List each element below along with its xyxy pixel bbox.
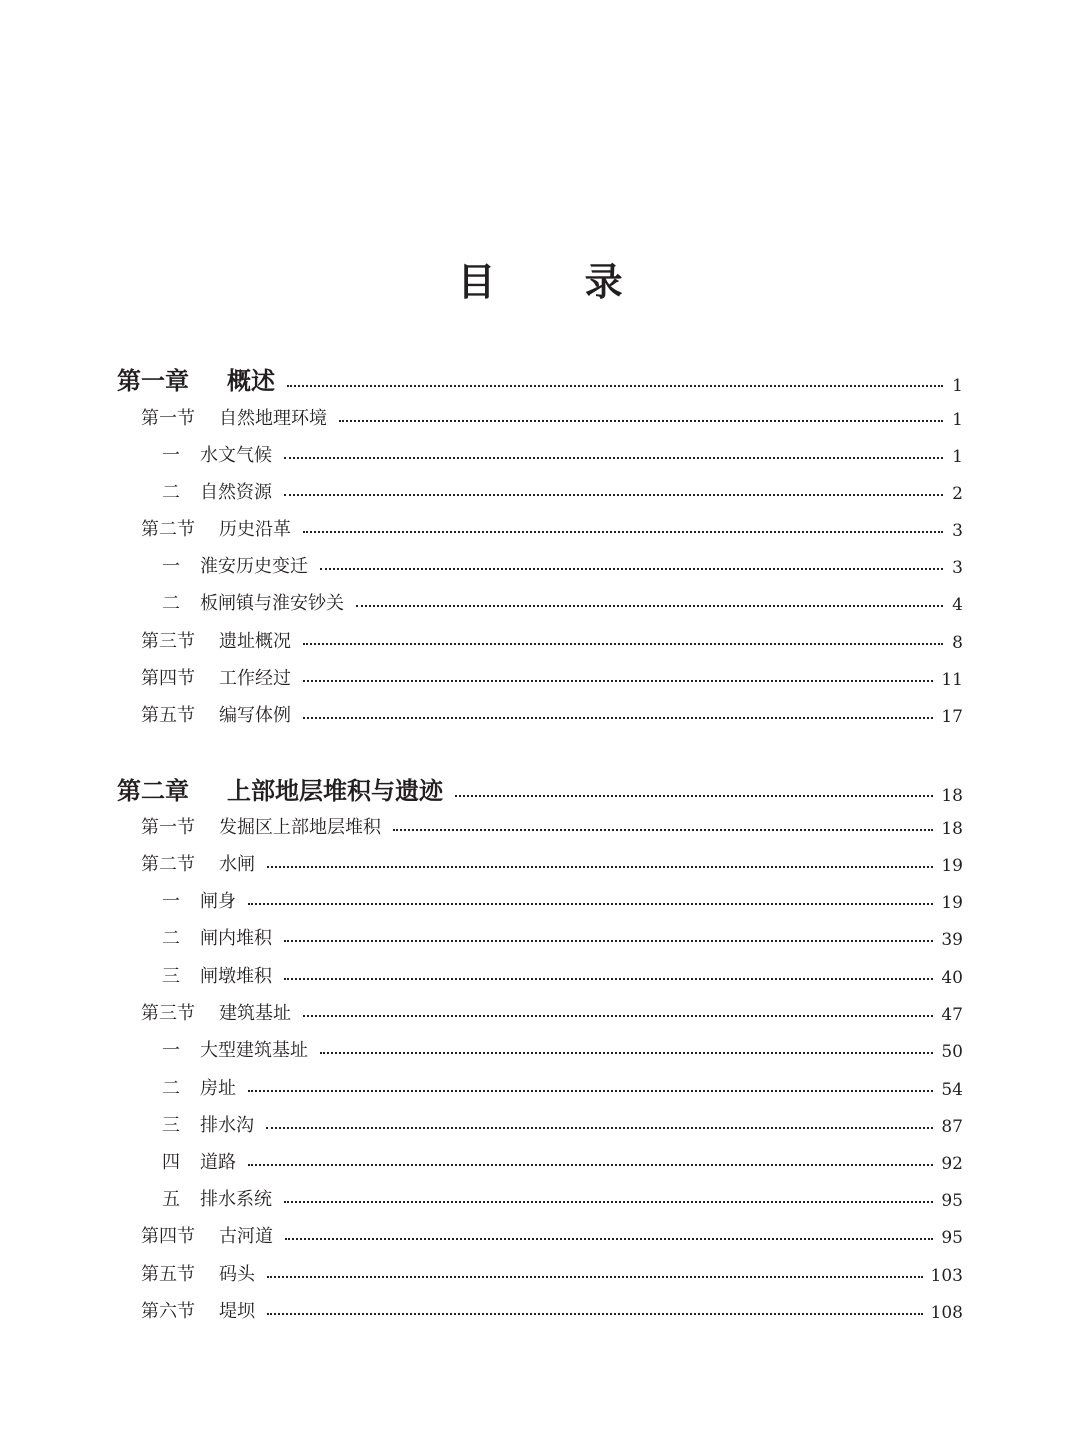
toc-entry-label: 第二节 (141, 854, 195, 875)
toc-subsection (162, 591, 963, 615)
dot-leader (284, 1201, 933, 1203)
dot-leader (303, 680, 933, 682)
toc-entry-title: 工作经过 (219, 668, 291, 689)
toc-entry-label: 第一节 (141, 408, 195, 429)
toc-page-number: 87 (941, 1117, 963, 1137)
toc-subsection (162, 889, 963, 913)
toc-page-number: 3 (952, 558, 963, 578)
toc-section (141, 815, 963, 839)
toc-section (141, 703, 963, 727)
dot-leader (393, 829, 933, 831)
toc-subsection (162, 926, 963, 950)
toc-page-number: 18 (941, 786, 963, 806)
dot-leader (248, 1164, 933, 1166)
dot-leader (284, 494, 943, 496)
toc-entry-title: 遗址概况 (219, 631, 291, 652)
toc-entry-label: 二 (162, 1078, 180, 1099)
toc-subsection (162, 1038, 963, 1062)
toc-entry-title: 排水沟 (200, 1115, 254, 1136)
toc-entry-title: 大型建筑基址 (200, 1040, 308, 1061)
page-title: 目 录 (457, 259, 661, 304)
dot-leader (320, 1052, 933, 1054)
toc-page-number: 4 (952, 595, 963, 615)
toc-entry-label: 三 (162, 1115, 180, 1136)
toc-page-number: 1 (952, 410, 963, 430)
toc-entry-title: 闸墩堆积 (200, 966, 272, 987)
toc-entry-title: 堤坝 (219, 1301, 255, 1322)
toc-entry-title: 闸身 (200, 891, 236, 912)
toc-entry-title: 闸内堆积 (200, 928, 272, 949)
toc-entry-title: 水闸 (219, 854, 255, 875)
toc-entry-label: 四 (162, 1152, 180, 1173)
toc-page-number: 50 (941, 1042, 963, 1062)
dot-leader (267, 1276, 923, 1278)
toc-page-number: 19 (941, 856, 963, 876)
toc-entry-title: 房址 (200, 1078, 236, 1099)
toc-page-number: 39 (941, 930, 963, 950)
toc-entry-label: 第三节 (141, 1003, 195, 1024)
toc-page-number: 8 (952, 633, 963, 653)
toc-chapter (117, 776, 963, 806)
toc-entry-title: 排水系统 (200, 1189, 272, 1210)
toc-entry-title: 古河道 (219, 1226, 273, 1247)
toc-section (141, 666, 963, 690)
toc-page-number: 54 (941, 1080, 963, 1100)
toc-entry-title: 码头 (219, 1264, 255, 1285)
toc-subsection (162, 443, 963, 467)
toc-entry-label: 第四节 (141, 1226, 195, 1247)
toc-subsection (162, 964, 963, 988)
toc-entry-label: 一 (162, 556, 180, 577)
toc-entry-label: 第一节 (141, 817, 195, 838)
toc-subsection (162, 554, 963, 578)
toc-page-number: 3 (952, 521, 963, 541)
dot-leader (267, 1313, 923, 1315)
toc-page-number: 1 (952, 376, 963, 396)
toc-page-number: 47 (941, 1005, 963, 1025)
dot-leader (339, 420, 943, 422)
toc-entry-title: 板闸镇与淮安钞关 (200, 593, 344, 614)
toc-chapter (117, 366, 963, 396)
toc-page-number: 2 (952, 484, 963, 504)
toc-entry-title: 自然地理环境 (219, 408, 327, 429)
toc-section (141, 406, 963, 430)
toc-entry-title: 发掘区上部地层堆积 (219, 817, 381, 838)
toc-entry-title: 上部地层堆积与遗迹 (227, 776, 443, 805)
toc-entry-label: 二 (162, 928, 180, 949)
dot-leader (287, 385, 943, 387)
dot-leader (267, 866, 933, 868)
toc-entry-title: 编写体例 (219, 705, 291, 726)
toc-page-number: 92 (941, 1154, 963, 1174)
toc-section (141, 1001, 963, 1025)
dot-leader (285, 1238, 933, 1240)
dot-leader (303, 531, 943, 533)
dot-leader (303, 717, 933, 719)
toc-page-number: 40 (941, 968, 963, 988)
toc-subsection (162, 1113, 963, 1137)
toc-page-number: 95 (941, 1191, 963, 1211)
toc-entry-title: 概述 (227, 366, 275, 395)
dot-leader (284, 457, 943, 459)
dot-leader (266, 1127, 933, 1129)
toc-page-number: 108 (930, 1303, 963, 1323)
toc-entry-title: 历史沿革 (219, 519, 291, 540)
toc-entry-label: 第三节 (141, 631, 195, 652)
toc-page-number: 1 (952, 447, 963, 467)
dot-leader (356, 605, 943, 607)
dot-leader (320, 568, 943, 570)
toc-entry-label: 一 (162, 891, 180, 912)
dot-leader (303, 1015, 933, 1017)
toc-entry-label: 二 (162, 482, 180, 503)
toc-subsection (162, 480, 963, 504)
toc-entry-label: 第六节 (141, 1301, 195, 1322)
toc-entry-title: 道路 (200, 1152, 236, 1173)
toc-subsection (162, 1187, 963, 1211)
toc-page-number: 103 (930, 1266, 963, 1286)
toc-page-number: 19 (941, 893, 963, 913)
toc-section (141, 852, 963, 876)
toc-page-number: 95 (941, 1228, 963, 1248)
toc-entry-label: 第二节 (141, 519, 195, 540)
toc-section (141, 1224, 963, 1248)
dot-leader (284, 940, 933, 942)
toc-entry-label: 二 (162, 593, 180, 614)
dot-leader (248, 1090, 933, 1092)
toc-entry-label: 第五节 (141, 1264, 195, 1285)
toc-subsection (162, 1150, 963, 1174)
toc-section (141, 1299, 963, 1323)
toc-page-number: 18 (941, 819, 963, 839)
toc-subsection (162, 1076, 963, 1100)
toc-entry-title: 建筑基址 (219, 1003, 291, 1024)
toc-entry-title: 自然资源 (200, 482, 272, 503)
toc-entry-title: 淮安历史变迁 (200, 556, 308, 577)
dot-leader (455, 795, 933, 797)
toc-entry-label: 一 (162, 445, 180, 466)
dot-leader (284, 978, 933, 980)
toc-entry-label: 五 (162, 1189, 180, 1210)
dot-leader (248, 903, 933, 905)
toc-section (141, 517, 963, 541)
toc-entry-label: 第五节 (141, 705, 195, 726)
toc-entry-title: 水文气候 (200, 445, 272, 466)
toc-section (141, 1262, 963, 1286)
toc-section (141, 629, 963, 653)
toc-page-number: 11 (941, 670, 963, 690)
toc-page-number: 17 (941, 707, 963, 727)
toc-entry-label: 第二章 (117, 776, 189, 805)
toc-entry-label: 一 (162, 1040, 180, 1061)
toc-entry-label: 第四节 (141, 668, 195, 689)
toc-entry-label: 三 (162, 966, 180, 987)
dot-leader (303, 643, 943, 645)
toc-entry-label: 第一章 (117, 366, 189, 395)
